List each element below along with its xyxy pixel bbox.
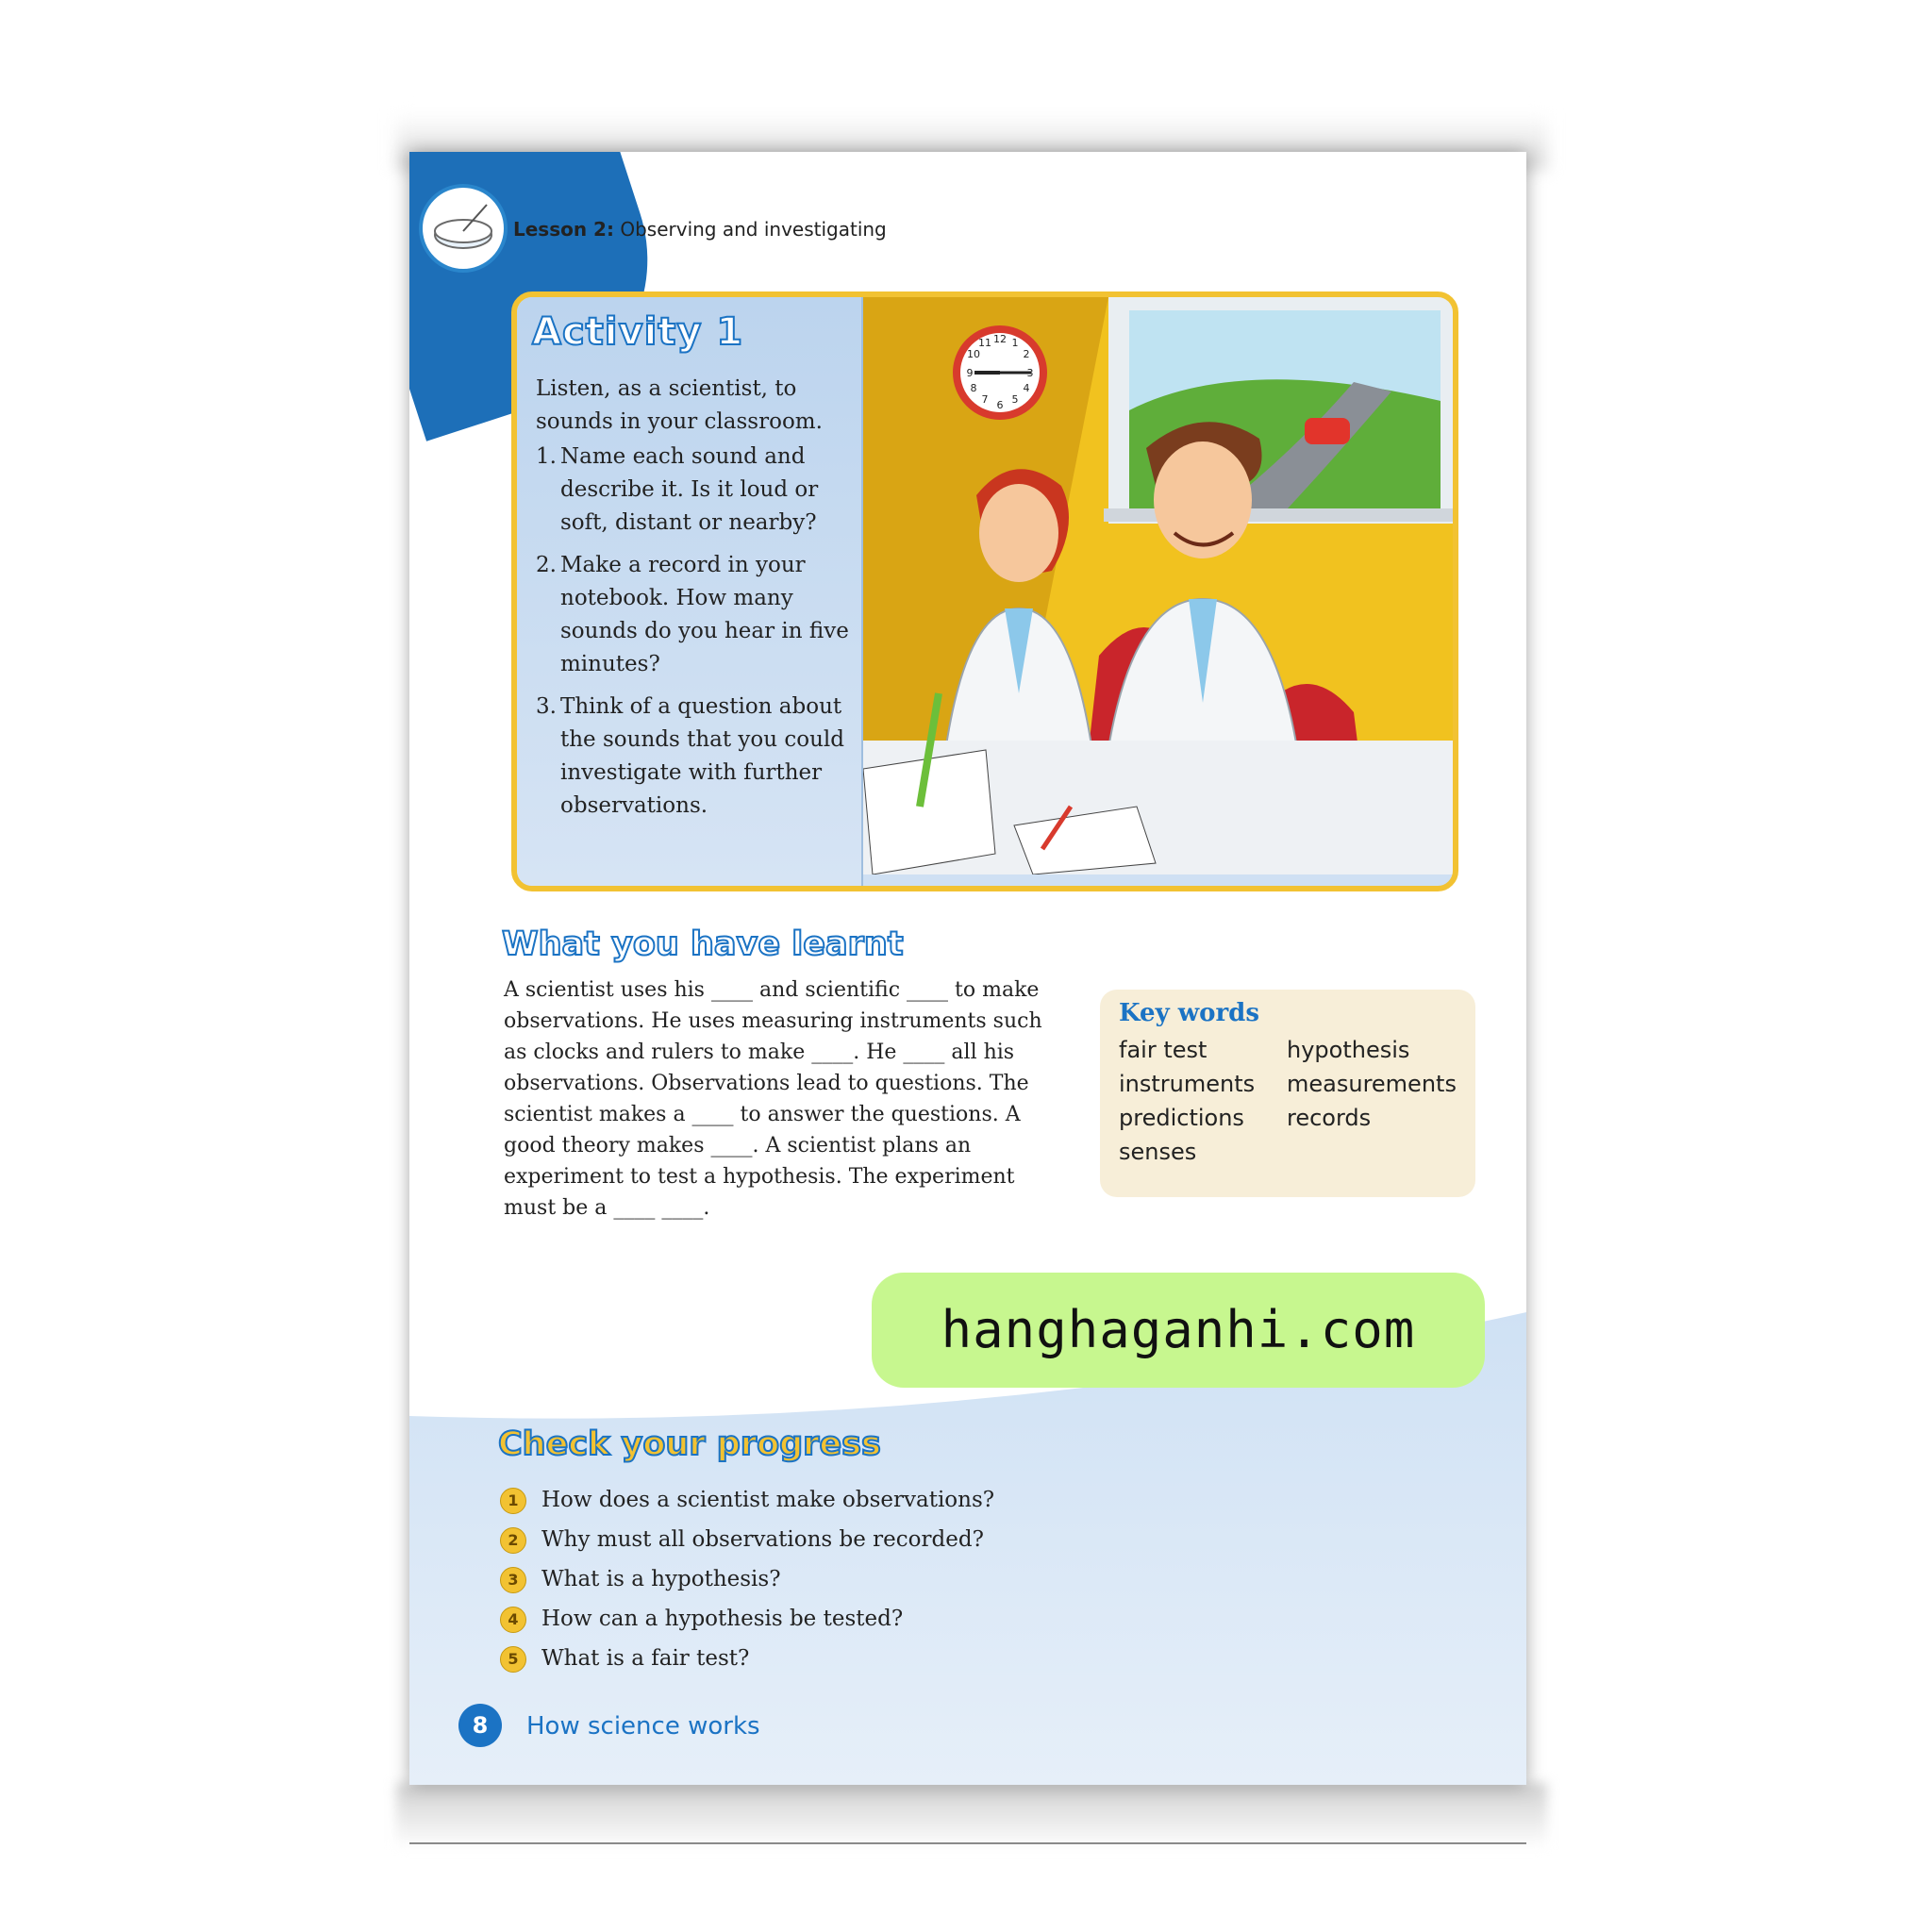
key-word: senses — [1119, 1139, 1197, 1165]
lesson-title: Observing and investigating — [620, 218, 887, 241]
learnt-heading: What you have learnt — [502, 925, 904, 963]
activity-steps — [536, 441, 857, 832]
clock-numeral: 11 — [978, 337, 991, 349]
textbook-page — [409, 152, 1526, 1785]
clock-numeral: 3 — [1026, 367, 1034, 379]
lesson-label: Lesson 2: — [513, 218, 614, 241]
question-text: Why must all observations be recorded? — [541, 1527, 984, 1552]
question-text: How can a hypothesis be tested? — [541, 1607, 904, 1631]
activity-step — [536, 441, 857, 540]
clock-numeral: 10 — [967, 348, 980, 360]
clock-numeral: 12 — [993, 333, 1007, 345]
activity-step — [536, 691, 857, 823]
step-text: Name each sound and describe it. Is it loud or soft, distant or nearby? — [560, 444, 819, 535]
activity-step — [536, 549, 857, 681]
question-text: What is a hypothesis? — [541, 1567, 781, 1591]
clock-numeral: 1 — [1011, 337, 1019, 349]
key-word: measurements — [1287, 1071, 1457, 1097]
page-number-badge: 8 — [458, 1704, 502, 1747]
question-number-badge: 5 — [500, 1646, 526, 1673]
progress-question — [500, 1480, 994, 1520]
clock-numeral: 7 — [981, 393, 989, 406]
clock-numeral: 6 — [996, 399, 1004, 411]
question-text: How does a scientist make observations? — [541, 1488, 995, 1512]
activity-intro: Listen, as a scientist, to sounds in your classroom. — [536, 376, 823, 434]
key-word: fair test — [1119, 1037, 1208, 1063]
progress-question — [500, 1520, 994, 1559]
question-number-badge: 4 — [500, 1607, 526, 1633]
petri-dish-icon — [419, 184, 508, 273]
key-words-title: Key words — [1119, 999, 1259, 1027]
lesson-header — [513, 218, 887, 241]
classroom-illustration — [863, 297, 1453, 886]
clock-numeral: 8 — [970, 382, 977, 394]
progress-heading: Check your progress — [498, 1425, 881, 1463]
step-number: 1. — [536, 444, 557, 469]
progress-question — [500, 1639, 994, 1678]
watermark-banner — [872, 1273, 1485, 1388]
step-number: 2. — [536, 553, 557, 577]
progress-questions — [500, 1480, 994, 1678]
watermark-text: hanghaganhi.com — [941, 1300, 1416, 1359]
clock-numeral: 2 — [1023, 348, 1030, 360]
key-word: predictions — [1119, 1105, 1244, 1131]
activity-title: Activity 1 — [532, 310, 744, 354]
activity-panel — [511, 291, 1458, 891]
key-word: hypothesis — [1287, 1037, 1410, 1063]
footer-title: How science works — [526, 1712, 760, 1740]
question-text: What is a fair test? — [541, 1646, 750, 1671]
question-number-badge: 1 — [500, 1488, 526, 1514]
clock-numeral: 5 — [1011, 393, 1019, 406]
progress-question — [500, 1599, 994, 1639]
step-text: Think of a question about the sounds that you could investigate with further observations. — [560, 694, 844, 818]
progress-question — [500, 1559, 994, 1599]
question-number-badge: 3 — [500, 1567, 526, 1593]
clock-numeral: 9 — [966, 367, 974, 379]
question-number-badge: 2 — [500, 1527, 526, 1554]
activity-text-column — [517, 297, 863, 886]
step-text: Make a record in your notebook. How many sounds do you hear in five minutes? — [560, 553, 849, 676]
step-number: 3. — [536, 694, 557, 719]
clock-numeral: 4 — [1023, 382, 1030, 394]
page-shadow-bottom — [396, 1783, 1547, 1849]
learnt-paragraph: A scientist uses his ____ and scientific ____ to make observations. He uses measuring instruments such as clocks and rulers to make ____. He ____ all his observations. Observations lead to questions. The scientist makes a ____ to answer the questions. A good theory makes ____. A scientist plans an experiment to test a hypothesis. The experiment must be a ____ ____. — [504, 978, 1042, 1220]
key-word: records — [1287, 1105, 1372, 1131]
surface-line — [409, 1842, 1526, 1844]
key-word: instruments — [1119, 1071, 1256, 1097]
